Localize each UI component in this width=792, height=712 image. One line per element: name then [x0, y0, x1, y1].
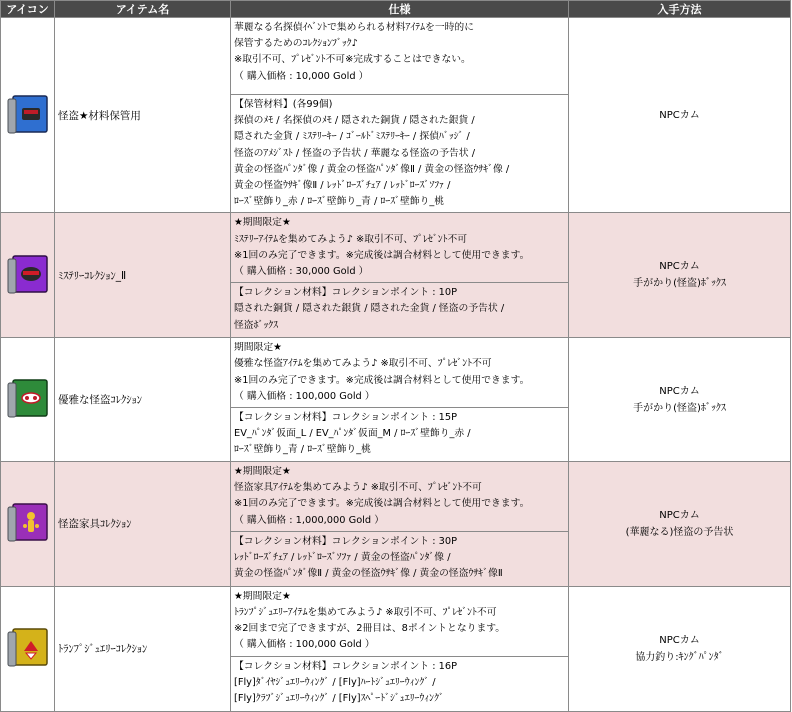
table-header-row	[1, 1, 791, 18]
table-row	[1, 338, 791, 408]
material-line: 怪盗ﾎﾞｯｸｽ	[234, 319, 279, 331]
desc-line: 怪盗家具ｱｲﾃﾑを集めてみよう♪ ※取引不可、ﾌﾟﾚｾﾞﾝﾄ不可	[234, 482, 482, 494]
material-line: [Fly]ｸﾗﾌﾞｼﾞｭｴﾘｰｳｨﾝｸﾞ / [Fly]ｽﾍﾟｰﾄﾞｼﾞｭｴﾘｰｳｨﾝｸﾞ	[234, 693, 444, 705]
desc-line: ※1回のみ完了できます。※完成後は調合材料として使用できます。	[234, 498, 530, 510]
header-spec: 仕様	[231, 1, 569, 18]
header-method: 入手方法	[569, 1, 791, 18]
desc-line: ★期間限定★	[234, 590, 291, 602]
table-row	[1, 213, 791, 283]
header-icon: アイコン	[1, 1, 55, 18]
material-line: ﾛｰｽﾞ壁飾り_青 / ﾛｰｽﾞ壁飾り_桃	[234, 444, 371, 456]
material-line: 怪盗のｱﾒｼﾞｽﾄ / 怪盗の予告状 / 華麗なる怪盗の予告状 /	[234, 147, 476, 159]
collection-book-icon	[4, 374, 52, 422]
material-line: 【保管材料】(各99個)	[234, 99, 333, 110]
item-description	[231, 338, 569, 408]
desc-line: ★期間限定★	[234, 466, 291, 478]
collection-book-icon	[4, 623, 52, 671]
desc-line: （ 購入価格 : 30,000 Gold ）	[234, 266, 369, 278]
material-line: ﾛｰｽﾞ壁飾り_赤 / ﾛｰｽﾞ壁飾り_青 / ﾛｰｽﾞ壁飾り_桃	[234, 196, 445, 208]
item-description	[231, 213, 569, 283]
desc-line: （ 購入価格 : 100,000 Gold ）	[234, 639, 375, 651]
material-line: 探偵のﾒﾓ / 名探偵のﾒﾓ / 隠された銅貨 / 隠された銀貨 /	[234, 115, 475, 127]
acquisition-method	[569, 586, 791, 711]
method-line: NPCカム	[659, 509, 700, 521]
header-name: アイテム名	[55, 1, 231, 18]
item-icon-cell	[1, 18, 55, 213]
acquisition-method	[569, 18, 791, 213]
desc-line: 期間限定★	[234, 342, 282, 354]
desc-line: （ 購入価格 : 10,000 Gold ）	[234, 70, 369, 82]
item-icon-cell	[1, 213, 55, 338]
material-line: 黄金の怪盗ﾊﾟﾝﾀﾞ像Ⅱ / 黄金の怪盗ｳｻｷﾞ像 / 黄金の怪盗ｳｻｷﾞ像Ⅱ	[234, 568, 503, 580]
item-materials	[231, 531, 569, 586]
desc-line: （ 購入価格 : 1,000,000 Gold ）	[234, 514, 385, 526]
table-row	[1, 586, 791, 656]
method-line: 手がかり(怪盗)ﾎﾞｯｸｽ	[633, 278, 726, 290]
item-description	[231, 462, 569, 532]
material-line: 【コレクション材料】コレクションポイント : 30P	[234, 535, 458, 547]
item-icon-cell	[1, 338, 55, 462]
item-description	[231, 18, 569, 95]
desc-line: ﾄﾗﾝﾌﾟｼﾞｭｴﾘｰｱｲﾃﾑを集めてみよう♪ ※取引不可、ﾌﾟﾚｾﾞﾝﾄ不可	[234, 607, 497, 619]
collection-book-icon	[4, 498, 52, 546]
material-line: 隠された金貨 / ﾐｽﾃﾘｰｷｰ / ｺﾞｰﾙﾄﾞﾐｽﾃﾘｰｷｰ / 探偵ﾊﾞｯｼﾞ /	[234, 131, 470, 143]
table-row	[1, 18, 791, 95]
material-line: 【コレクション材料】コレクションポイント : 15P	[234, 412, 458, 424]
acquisition-method	[569, 213, 791, 338]
item-materials	[231, 656, 569, 711]
material-line: EV_ﾊﾟﾝﾀﾞ仮面_L / EV_ﾊﾟﾝﾀﾞ仮面_M / ﾛｰｽﾞ壁飾り_赤 /	[234, 428, 471, 440]
collection-book-icon	[4, 250, 52, 298]
desc-line: ※1回のみ完了できます。※完成後は調合材料として使用できます。	[234, 374, 530, 386]
acquisition-method	[569, 338, 791, 462]
table-row	[1, 462, 791, 532]
material-line: 【コレクション材料】コレクションポイント : 16P	[234, 660, 458, 672]
method-line: 協力釣り:ｷﾝｸﾞﾊﾟﾝﾀﾞ	[635, 651, 724, 663]
item-name: ﾐｽﾃﾘｰｺﾚｸｼｮﾝ_Ⅱ	[55, 213, 231, 338]
collection-book-icon	[4, 90, 52, 138]
material-line: 【コレクション材料】コレクションポイント : 10P	[234, 287, 458, 299]
item-name: 優雅な怪盗ｺﾚｸｼｮﾝ	[55, 338, 231, 462]
method-line: NPCカム	[659, 261, 700, 273]
method-line: NPCカム	[659, 109, 700, 121]
desc-line: ※取引不可、ﾌﾟﾚｾﾞﾝﾄ不可※完成することはできない。	[234, 54, 471, 66]
method-line: NPCカム	[659, 634, 700, 646]
item-name: 怪盗★材料保管用	[55, 18, 231, 213]
material-line: 黄金の怪盗ｳｻｷﾞ像Ⅱ / ﾚｯﾄﾞﾛｰｽﾞﾁｪｱ / ﾚｯﾄﾞﾛｰｽﾞｿﾌｧ /	[234, 180, 451, 192]
item-name: 怪盗家具ｺﾚｸｼｮﾝ	[55, 462, 231, 587]
item-materials	[231, 408, 569, 462]
desc-line: ※2回まで完了できますが、2冊目は、8ポイントとなります。	[234, 623, 506, 635]
method-line: NPCカム	[659, 385, 700, 397]
acquisition-method	[569, 462, 791, 587]
material-line: 黄金の怪盗ﾊﾟﾝﾀﾞ像 / 黄金の怪盗ﾊﾟﾝﾀﾞ像Ⅱ / 黄金の怪盗ｳｻｷﾞ像 /	[234, 163, 510, 175]
item-materials	[231, 95, 569, 213]
desc-line: 華麗なる名探偵ｲﾍﾞﾝﾄで集められる材料ｱｲﾃﾑを一時的に	[234, 22, 475, 33]
item-description	[231, 586, 569, 656]
material-line: [Fly]ﾀﾞｲﾔｼﾞｭｴﾘｰｳｨﾝｸﾞ / [Fly]ﾊｰﾄｼﾞｭｴﾘｰｳｨﾝｸﾞ /	[234, 676, 436, 688]
material-line: 隠された銅貨 / 隠された銀貨 / 隠された金貨 / 怪盗の予告状 /	[234, 303, 505, 315]
item-name: ﾄﾗﾝﾌﾟｼﾞｭｴﾘｰｺﾚｸｼｮﾝ	[55, 586, 231, 711]
desc-line: （ 購入価格 : 100,000 Gold ）	[234, 390, 375, 402]
desc-line: 優雅な怪盗ｱｲﾃﾑを集めてみよう♪ ※取引不可、ﾌﾟﾚｾﾞﾝﾄ不可	[234, 358, 492, 370]
method-line: 手がかり(怪盗)ﾎﾞｯｸｽ	[633, 402, 726, 414]
desc-line: ※1回のみ完了できます。※完成後は調合材料として使用できます。	[234, 249, 530, 261]
item-materials	[231, 283, 569, 338]
desc-line: ★期間限定★	[234, 217, 291, 229]
desc-line: 保管するためのｺﾚｸｼｮﾝﾌﾞｯｸ♪	[234, 38, 358, 50]
method-line: (華麗なる)怪盗の予告状	[625, 526, 734, 538]
item-icon-cell	[1, 462, 55, 587]
desc-line: ﾐｽﾃﾘｰｱｲﾃﾑを集めてみよう♪ ※取引不可、ﾌﾟﾚｾﾞﾝﾄ不可	[234, 233, 468, 245]
item-icon-cell	[1, 586, 55, 711]
material-line: ﾚｯﾄﾞﾛｰｽﾞﾁｪｱ / ﾚｯﾄﾞﾛｰｽﾞｿﾌｧ / 黄金の怪盗ﾊﾟﾝﾀﾞ像 /	[234, 552, 451, 564]
